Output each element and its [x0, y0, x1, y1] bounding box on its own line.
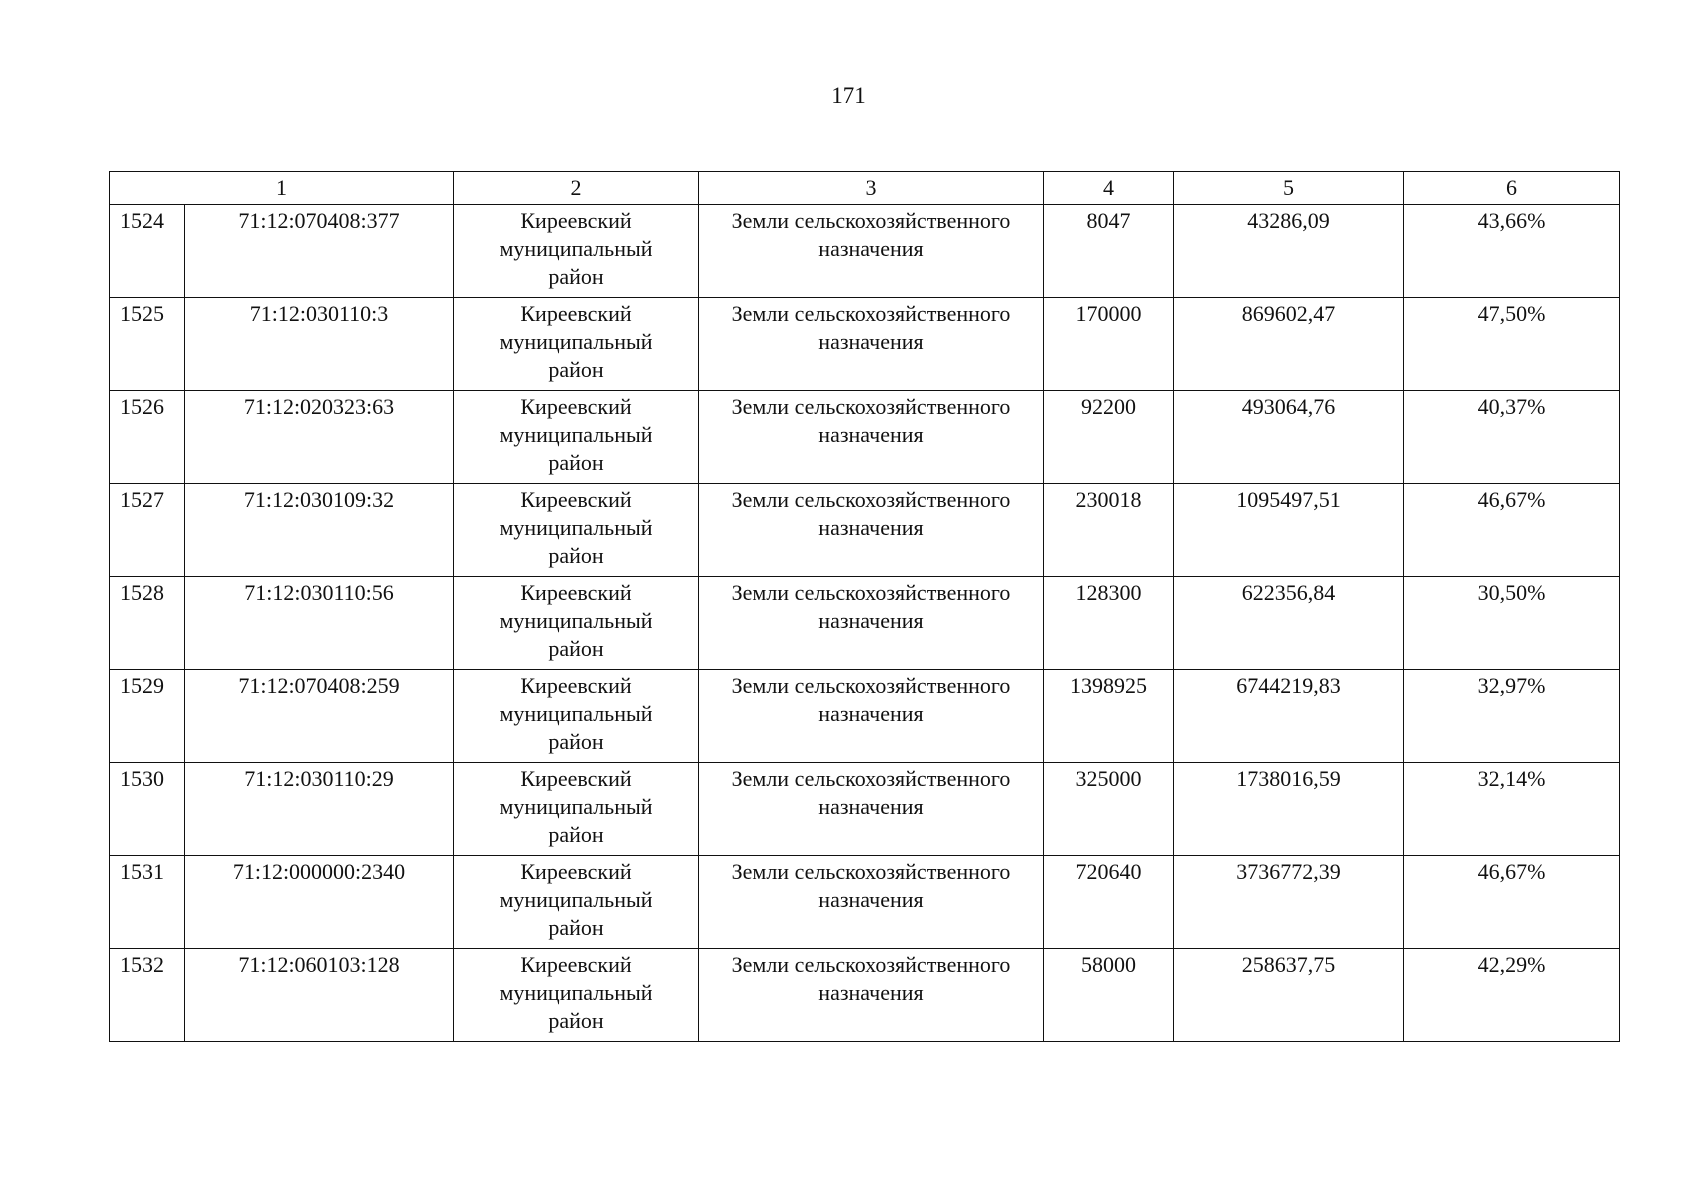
area-cell: 8047	[1044, 205, 1174, 298]
area-cell: 128300	[1044, 577, 1174, 670]
table-row	[110, 298, 1620, 391]
land-category-cell-line: назначения	[818, 329, 924, 354]
district-cell-line: муниципальный	[499, 887, 653, 912]
cadastral-value-cell: 258637,75	[1174, 949, 1404, 1042]
land-category-cell-line: назначения	[818, 701, 924, 726]
cadastral-number-cell: 71:12:020323:63	[185, 391, 454, 484]
row-number-cell: 1532	[110, 949, 185, 1042]
district-cell-line: Киреевский	[520, 766, 632, 791]
district-cell-line: муниципальный	[499, 236, 653, 261]
district-cell-line: район	[548, 450, 604, 475]
district-cell-line: муниципальный	[499, 608, 653, 633]
cadastral-value-cell: 493064,76	[1174, 391, 1404, 484]
percent-cell: 32,14%	[1404, 763, 1620, 856]
cadastral-value-cell: 43286,09	[1174, 205, 1404, 298]
cadastral-value-cell: 6744219,83	[1174, 670, 1404, 763]
district-cell-line: муниципальный	[499, 794, 653, 819]
row-number-cell: 1527	[110, 484, 185, 577]
area-cell: 92200	[1044, 391, 1174, 484]
land-category-cell-line: Земли сельскохозяйственного	[731, 952, 1011, 977]
column-header-3: 3	[699, 172, 1044, 205]
row-number-cell: 1525	[110, 298, 185, 391]
cadastral-value-cell: 3736772,39	[1174, 856, 1404, 949]
percent-cell: 46,67%	[1404, 484, 1620, 577]
cadastral-value-cell: 1095497,51	[1174, 484, 1404, 577]
district-cell-line: муниципальный	[499, 422, 653, 447]
cadastral-number-cell: 71:12:070408:377	[185, 205, 454, 298]
district-cell-line: район	[548, 729, 604, 754]
area-cell: 58000	[1044, 949, 1174, 1042]
district-cell-line: район	[548, 636, 604, 661]
cadastral-number-cell: 71:12:030110:29	[185, 763, 454, 856]
area-cell: 720640	[1044, 856, 1174, 949]
cadastral-number-cell: 71:12:070408:259	[185, 670, 454, 763]
percent-cell: 32,97%	[1404, 670, 1620, 763]
district-cell	[454, 670, 699, 763]
cadastral-number-cell: 71:12:030109:32	[185, 484, 454, 577]
cadastral-value-cell: 622356,84	[1174, 577, 1404, 670]
cadastral-value-cell: 1738016,59	[1174, 763, 1404, 856]
table-row	[110, 577, 1620, 670]
district-cell	[454, 484, 699, 577]
district-cell	[454, 298, 699, 391]
district-cell	[454, 949, 699, 1042]
table-row	[110, 856, 1620, 949]
cadastral-number-cell: 71:12:030110:3	[185, 298, 454, 391]
district-cell-line: Киреевский	[520, 580, 632, 605]
column-header-6: 6	[1404, 172, 1620, 205]
district-cell-line: район	[548, 264, 604, 289]
column-header-5: 5	[1174, 172, 1404, 205]
land-category-cell-line: назначения	[818, 608, 924, 633]
district-cell	[454, 577, 699, 670]
cadastral-value-cell: 869602,47	[1174, 298, 1404, 391]
district-cell-line: Киреевский	[520, 487, 632, 512]
district-cell-line: муниципальный	[499, 329, 653, 354]
area-cell: 170000	[1044, 298, 1174, 391]
table-row	[110, 949, 1620, 1042]
percent-cell: 42,29%	[1404, 949, 1620, 1042]
percent-cell: 47,50%	[1404, 298, 1620, 391]
row-number-cell: 1528	[110, 577, 185, 670]
land-category-cell	[699, 949, 1044, 1042]
cadastral-number-cell: 71:12:030110:56	[185, 577, 454, 670]
district-cell-line: Киреевский	[520, 673, 632, 698]
land-category-cell	[699, 484, 1044, 577]
district-cell-line: Киреевский	[520, 952, 632, 977]
land-plots-table	[109, 171, 1620, 1042]
land-category-cell	[699, 763, 1044, 856]
district-cell-line: район	[548, 822, 604, 847]
column-header-2: 2	[454, 172, 699, 205]
land-category-cell-line: назначения	[818, 515, 924, 540]
row-number-cell: 1530	[110, 763, 185, 856]
district-cell-line: Киреевский	[520, 208, 632, 233]
cadastral-number-cell: 71:12:000000:2340	[185, 856, 454, 949]
table-row	[110, 391, 1620, 484]
land-category-cell	[699, 298, 1044, 391]
column-header-1: 1	[110, 172, 454, 205]
row-number-cell: 1531	[110, 856, 185, 949]
land-category-cell-line: Земли сельскохозяйственного	[731, 208, 1011, 233]
district-cell-line: муниципальный	[499, 980, 653, 1005]
land-category-cell-line: назначения	[818, 422, 924, 447]
district-cell-line: муниципальный	[499, 701, 653, 726]
percent-cell: 40,37%	[1404, 391, 1620, 484]
area-cell: 230018	[1044, 484, 1174, 577]
district-cell	[454, 763, 699, 856]
land-category-cell	[699, 856, 1044, 949]
area-cell: 1398925	[1044, 670, 1174, 763]
land-category-cell-line: назначения	[818, 236, 924, 261]
land-category-cell	[699, 670, 1044, 763]
district-cell-line: район	[548, 1008, 604, 1033]
row-number-cell: 1526	[110, 391, 185, 484]
table-row	[110, 205, 1620, 298]
land-category-cell-line: Земли сельскохозяйственного	[731, 301, 1011, 326]
percent-cell: 43,66%	[1404, 205, 1620, 298]
column-header-4: 4	[1044, 172, 1174, 205]
land-category-cell-line: Земли сельскохозяйственного	[731, 673, 1011, 698]
district-cell-line: Киреевский	[520, 859, 632, 884]
table-row	[110, 670, 1620, 763]
header-row	[110, 172, 1620, 205]
table-row	[110, 763, 1620, 856]
area-cell: 325000	[1044, 763, 1174, 856]
district-cell-line: район	[548, 357, 604, 382]
district-cell	[454, 856, 699, 949]
land-category-cell-line: назначения	[818, 887, 924, 912]
land-category-cell-line: назначения	[818, 980, 924, 1005]
district-cell-line: Киреевский	[520, 394, 632, 419]
land-category-cell-line: назначения	[818, 794, 924, 819]
land-category-cell	[699, 205, 1044, 298]
district-cell-line: район	[548, 543, 604, 568]
land-category-cell-line: Земли сельскохозяйственного	[731, 766, 1011, 791]
land-category-cell	[699, 577, 1044, 670]
row-number-cell: 1529	[110, 670, 185, 763]
district-cell	[454, 391, 699, 484]
land-category-cell-line: Земли сельскохозяйственного	[731, 859, 1011, 884]
district-cell	[454, 205, 699, 298]
land-category-cell	[699, 391, 1044, 484]
district-cell-line: Киреевский	[520, 301, 632, 326]
page-number: 171	[831, 83, 866, 108]
table-body	[110, 205, 1620, 1042]
land-category-cell-line: Земли сельскохозяйственного	[731, 580, 1011, 605]
percent-cell: 46,67%	[1404, 856, 1620, 949]
cadastral-number-cell: 71:12:060103:128	[185, 949, 454, 1042]
district-cell-line: район	[548, 915, 604, 940]
row-number-cell: 1524	[110, 205, 185, 298]
table-row	[110, 484, 1620, 577]
district-cell-line: муниципальный	[499, 515, 653, 540]
land-category-cell-line: Земли сельскохозяйственного	[731, 394, 1011, 419]
land-category-cell-line: Земли сельскохозяйственного	[731, 487, 1011, 512]
percent-cell: 30,50%	[1404, 577, 1620, 670]
